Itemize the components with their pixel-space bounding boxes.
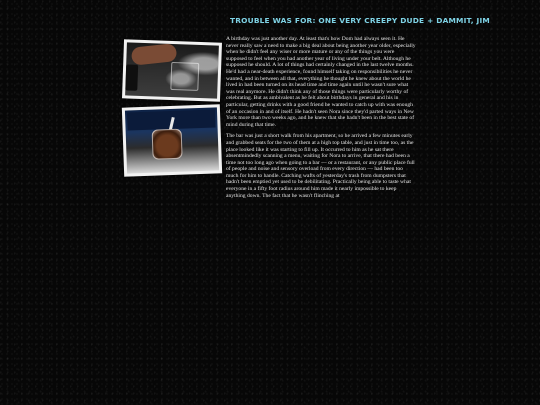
hand-shape: [131, 43, 178, 66]
story-paragraph: The bar was just a short walk from his apartment, so he arrived a few minutes early and grabbed seats for the two of them at a high top table, and just in time too, as the place looked like it was starting to fill up. It occurred to him as he sat there absentmindedly scanning a menu, waiting for Nora to arrive, that there had been a time not too long ago when going to a bar — or a restaurant, or any public place full of people and noise and sensory overload from every direction — had been too much for him to handle. Catching wafts of yesterday's trash from dumpsters that hadn't been emptied yet used to be debilitating. Practically being able to taste what everyone in a fifty foot radius around him made it nearly impossible to keep anything down. The fact that he wasn't flinching at: [226, 133, 415, 199]
page-title: TROUBLE WAS FOR: ONE VERY CREEPY DUDE + DAMMIT, JIM: [230, 16, 490, 25]
story-text: [226, 36, 416, 201]
photo-bartender-pouring: [122, 39, 222, 101]
glass-shape: [170, 62, 199, 91]
drink-shape: [152, 129, 183, 160]
photo-bartender-pouring-image: [125, 42, 219, 98]
story-paragraph: A birthday was just another day. At least that's how Dom had always seen it. He never really saw a need to make a big deal about being another year older, especially when he didn't feel any wiser or more mature or any of the things you were supposed to feel when you had another year of living under your belt. Although he supposed he should. A lot of things had certainly changed in the last twelve months. He'd had a near-death experience, found himself taking on responsibilities he never wanted, and in between all that, everything he thought he knew about the world he lived in had been turned on its head time and time again until he wasn't sure what was real anymore. He didn't think any of those things were particularly worthy of celebrating. But as ambivalent as he felt about birthdays in general and his in particular, getting drinks with a good friend he wanted to catch up with was enough of an occasion in and of itself. He hadn't seen Nora since they'd parted ways in New York more than two weeks ago, and he knew that she hadn't been in the best state of mind during that time.: [226, 36, 416, 128]
photo-cocktail-glass: [122, 104, 222, 176]
photo-cocktail-glass-image: [125, 107, 219, 173]
bottle-shape: [125, 64, 138, 90]
